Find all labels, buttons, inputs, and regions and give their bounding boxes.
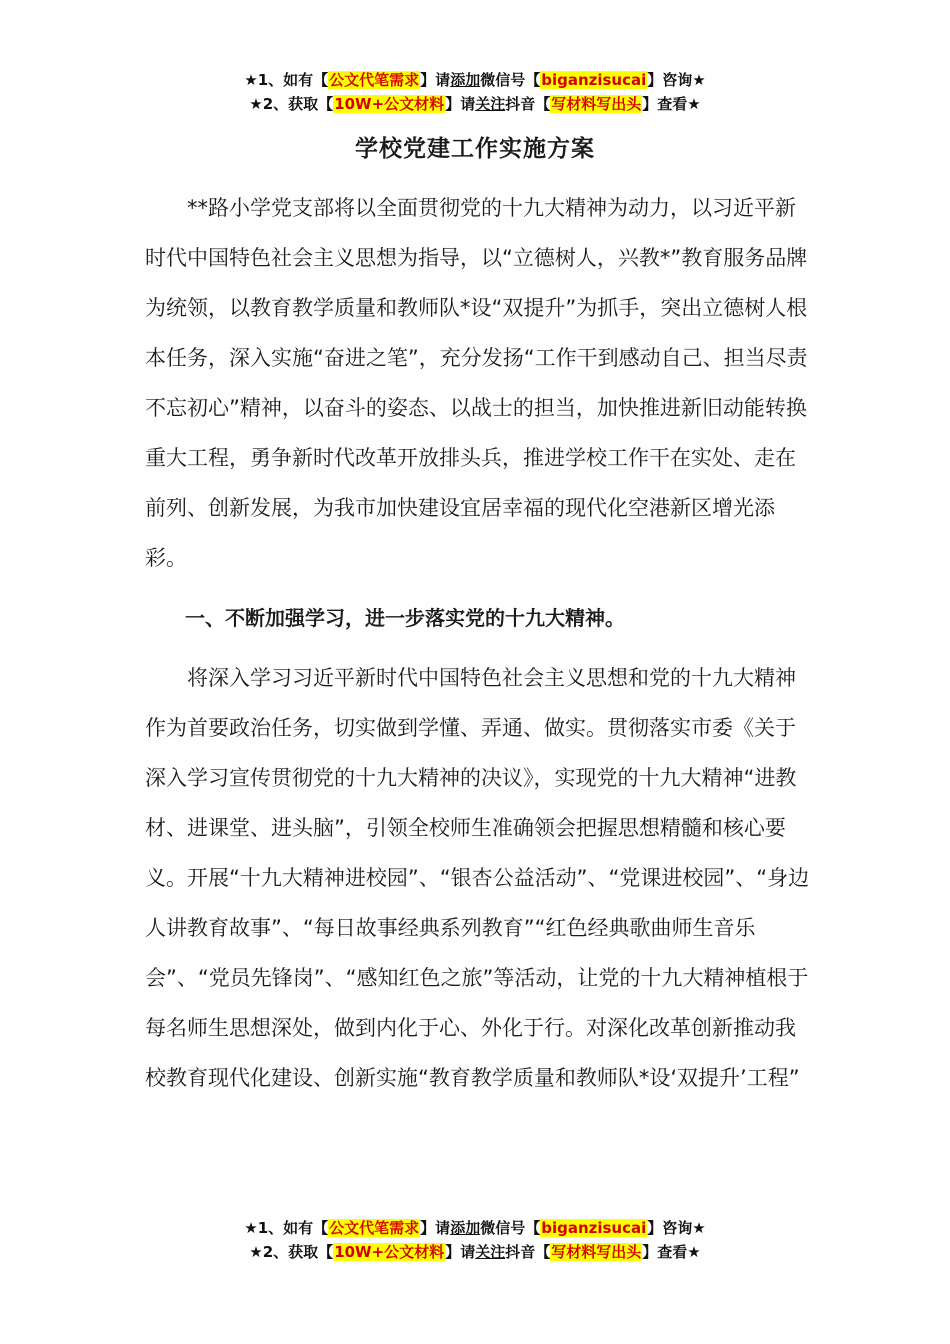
document-body [145, 183, 815, 1103]
promo-highlight: 公文代笔需求 [329, 71, 420, 89]
promo-line-2: ★2、获取【10W+公文材料】请关注抖音【写材料写出头】查看★ [249, 1243, 701, 1261]
douyin-account: 写材料写出头 [551, 95, 642, 113]
promo-line-2: ★2、获取【10W+公文材料】请关注抖音【写材料写出头】查看★ [249, 95, 701, 113]
section-heading: 一、不断加强学习，进一步落实党的十九大精神。 [185, 606, 625, 630]
section-paragraph: 将深入学习习近平新时代中国特色社会主义思想和党的十九大精神作为首要政治任务，切实做到学懂、弄通、做实。贯彻落实市委《关于深入学习宣传贯彻党的十九大精神的决议》，实现党的十九大精神“进教材、进课堂、进头脑”，引领全校师生准确领会把握思想精髓和核心要义。开展“十九大精神进校园”、“银杏公益活动”、“党课进校园”、“身边人讲教育故事”、“每日故事经典系列教育”“红色经典歌曲师生音乐会”、“党员先锋岗”、“感知红色之旅”等活动，让党的十九大精神植根于每名师生思想深处，做到内化于心、外化于行。对深化改革创新推动我校教育现代化建设、创新实施“教育教学质量和教师队*设‘双提升’工程” [145, 666, 810, 1090]
promo-line-1: ★1、如有【公文代笔需求】请添加微信号【biganzisucai】咨询★ [244, 1219, 706, 1237]
promo-highlight: 公文代笔需求 [329, 1219, 420, 1237]
douyin-account: 写材料写出头 [551, 1243, 642, 1261]
promo-highlight: 10W+公文材料 [334, 1243, 445, 1261]
wechat-id: biganzisucai [541, 71, 647, 89]
promo-highlight: 10W+公文材料 [334, 95, 445, 113]
intro-paragraph: **路小学党支部将以全面贯彻党的十九大精神为动力，以习近平新时代中国特色社会主义思想为指导，以“立德树人，兴教*”教育服务品牌为统领，以教育教学质量和教师队*设“双提升”为抓手，突出立德树人根本任务，深入实施“奋进之笔”，充分发扬“工作干到感动自己、担当尽责不忘初心”精神，以奋斗的姿态、以战士的担当，加快推进新旧动能转换重大工程，勇争新时代改革开放排头兵，推进学校工作干在实处、走在前列、创新发展，为我市加快建设宜居幸福的现代化空港新区增光添彩。 [145, 196, 808, 570]
footer-promo-banner [0, 1216, 950, 1264]
header-promo-banner [0, 68, 950, 116]
promo-line-1: ★1、如有【公文代笔需求】请添加微信号【biganzisucai】咨询★ [244, 71, 706, 89]
document-title: 学校党建工作实施方案 [355, 136, 595, 162]
wechat-id: biganzisucai [541, 1219, 647, 1237]
